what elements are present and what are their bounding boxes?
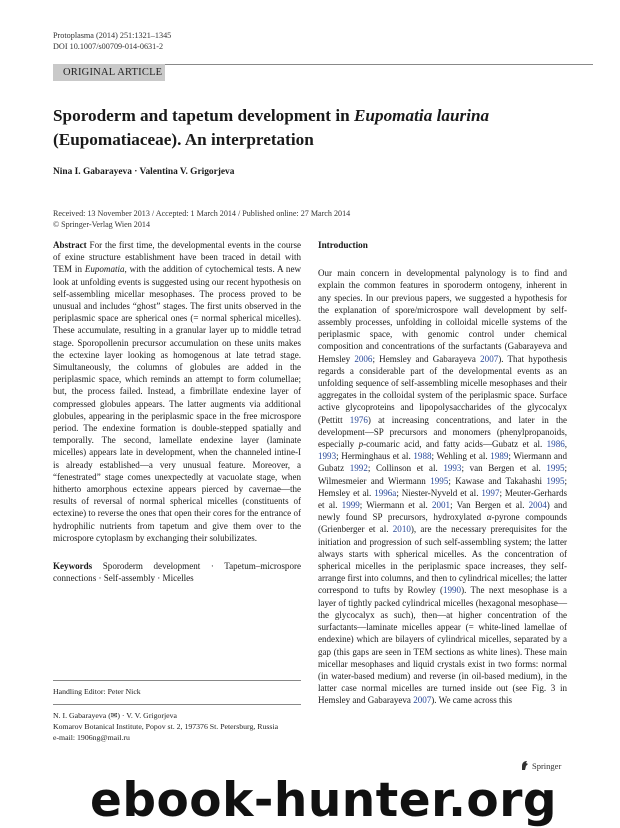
introduction-heading: Introduction	[318, 240, 368, 250]
intro-text: ; Hemsley and Gabarayeva	[372, 353, 481, 364]
intro-text: Our main concern in developmental palynology is to find and explain the common features in sporoderm ontogeny, inherent in any species. In our previous papers, we suggested a hypothesis for the explanation of spore/microspore wall development by self-assembly processes, unfolding in colloidal micelle systems of the periplasmic space, with genomic control under chemical composition and concentrations of the surfactants (Gabarayeva and Hemsley	[318, 268, 567, 364]
citation-link[interactable]: 2007	[413, 695, 432, 706]
intro-italic: p	[358, 439, 364, 450]
citation-link[interactable]: 1995	[546, 475, 565, 486]
intro-text: -pyrone compounds (Grienberger et al.	[318, 512, 567, 535]
abstract-label: Abstract	[53, 240, 87, 250]
intro-text: ; Niester-Nyveld et al.	[396, 487, 482, 498]
dates-line: Received: 13 November 2013 / Accepted: 1 March 2014 / Published online: 27 March 2014	[53, 209, 351, 218]
title-species: Eupomatia laurina	[353, 106, 490, 125]
publisher-name: Springer	[532, 760, 562, 771]
citation-link[interactable]: 2007	[480, 353, 499, 364]
publisher-mark	[520, 760, 561, 771]
citation-link[interactable]: 1990	[442, 585, 462, 596]
citation-link[interactable]: 2004	[528, 500, 547, 511]
intro-text: ; Wiermann et al.	[359, 500, 432, 511]
keywords	[53, 560, 301, 584]
springer-knight-icon	[520, 760, 529, 771]
citation-link[interactable]: 1986	[546, 439, 565, 450]
intro-text: ,	[564, 439, 567, 450]
journal-citation: Protoplasma (2014) 251:1321–1345	[53, 31, 172, 40]
article-type-tag	[53, 64, 165, 81]
citation-link[interactable]: 1995	[430, 475, 449, 486]
intro-text: ), are the necessary prerequisites for the initiation and progression of such self-assembling system; the latter always starts with spherical micelles. As the concentration of spherical micelles in the periplasmic space increases, they self-arrange first into columns, and then to cylindrical micelles; the latter correspond to tufts by Rowley (	[318, 524, 567, 596]
article-type-label: ORIGINAL ARTICLE	[63, 67, 163, 78]
keywords-text: Sporoderm development · Tapetum–microspore connections · Self-assembly · Micelles	[53, 561, 301, 584]
intro-text: ; Van Bergen et al.	[450, 500, 529, 511]
citation-link[interactable]: 1997	[481, 487, 500, 498]
abstract-text-a: For the first time, the developmental events in the course of exine structure establishment have been traced in detail with TEM in	[53, 240, 301, 275]
intro-text: ). The next mesophase is a layer of tightly packed cylindrical micelles (hexagonal mesophase—the glycocalyx as such), then—at higher concentration of the surfactants—laminate micelles appear (= white-lined lamellae of endexine) which are bilayers of cylindrical micelles, separated by a gap (this gaps are seen in TEM sections as white lines). These main micellar mesophases and liquid crystals exist in two forms: normal (in water-based medium) and reverse (in oil-based medium), in the latter case normal micelles are turned inside out (see Fig. 3 in Hemsley and Gabarayeva	[318, 585, 568, 706]
intro-text: ; Wehling et al.	[431, 451, 491, 462]
title-part2: (Eupomatiaceae). An interpretation	[53, 130, 314, 149]
citation-link[interactable]: 2006	[354, 353, 373, 364]
affiliation-block	[53, 704, 301, 743]
citation-link[interactable]: 1993	[318, 451, 337, 462]
intro-text: ; Wiermann and Gubatz	[318, 451, 567, 474]
affiliation-rule	[53, 704, 301, 705]
affiliation-address: Komarov Botanical Institute, Popov st. 2, 197376 St. Petersburg, Russia	[53, 722, 279, 731]
keywords-label: Keywords	[53, 561, 93, 572]
citation-link[interactable]: 1976	[349, 414, 368, 425]
affiliation-email[interactable]: e-mail: 1906ng@mail.ru	[53, 733, 130, 742]
abstract	[53, 239, 301, 544]
left-column	[53, 239, 301, 584]
intro-italic: α	[486, 512, 492, 523]
handling-editor-block	[53, 680, 301, 697]
handling-editor: Handling Editor: Peter Nick	[53, 687, 141, 696]
intro-text: ). That hypothesis regards a considerable part of the developmental events as an unfolding sequence of self-assembling micelle mesophases and their aggregates in the colloidal system of the periplasmic space. Surface active glycoproteins and lipopolysaccharides of the glycocalyx (Pettitt	[318, 353, 568, 425]
intro-text: ; Wilmesmeier and Wiermann	[318, 463, 567, 486]
intro-text: ; van Bergen et al.	[461, 463, 547, 474]
abstract-italic: Eupomatia	[84, 264, 125, 275]
intro-text: ; Kawase and Takahashi	[448, 475, 547, 486]
intro-text: ; Collinson et al.	[367, 463, 444, 474]
right-column	[318, 239, 567, 707]
intro-text: -coumaric acid, and fatty acids—Gubatz et al.	[363, 439, 547, 450]
citation-link[interactable]: 2001	[431, 500, 451, 511]
journal-info	[53, 30, 171, 52]
footnote-rule	[53, 680, 301, 681]
intro-text: ) at increasing concentrations, and later in the development—SP precursors and monomers (phenylpropanoids, especially	[318, 414, 567, 450]
citation-link[interactable]: 1988	[413, 451, 432, 462]
publication-dates	[53, 208, 350, 230]
intro-text: ; Herminghaus et al.	[336, 451, 414, 462]
title-part1: Sporoderm and tapetum development in	[53, 106, 354, 125]
citation-link[interactable]: 1993	[443, 463, 462, 474]
watermark: ebook-hunter.org	[90, 773, 558, 828]
introduction-body	[318, 267, 567, 706]
citation-link[interactable]: 1995	[546, 463, 565, 474]
intro-text: ; Meuter-Gerhards et al.	[318, 487, 568, 511]
abstract-text-b: , with the addition of cytochemical tests. A new look at unfolding events is suggested using our recent hypothesis on self-assembling micellar mesophases. The process proved to be unusual and includes “ghost” stages. The first units observed in the periplasmic space are spherical ones (= normal spherical micelles). These accumulate, resulting in a granular layer up to middle tetrad stage. Sporopollenin precursor accumulation on these units makes the ectexine layer looking as homogenous at late tetrad stage. Simultaneously, the columns of globules are added in the periplasmic space, which reminds an attempt to form columellae; but, the process failed. Instead, a fimbrillate endexine layer of compressed globules appears. The latter augments via additional globules, appearing in the periplasmic space in the free microspore period. The endexine formation is double-stepped spatially and temporally. The second, lamellate endexine layer (laminate micelles) appears late in development, when the channeled intine-I is already established—a very unusual feature. Moreover, a “fenestrated” stage comes unexpectedly at vacuolate stage, when hitherto amorphous ectexine appears pierced by cavernae—the results of reversal of normal spherical micelles (constituents of ectexine) to reverse the ones that open their cores for the entrance of hydrophilic nutrients from tapetum and give them over to the microspore cytoplasm by exchanging their solubilizates.	[53, 264, 301, 543]
intro-text: ). We came across this	[431, 695, 513, 706]
copyright: © Springer-Verlag Wien 2014	[53, 220, 150, 229]
article-title	[53, 104, 573, 152]
citation-link[interactable]: 1996a	[374, 487, 397, 498]
article-type-banner	[53, 64, 593, 82]
authors: Nina I. Gabarayeva · Valentina V. Grigorjeva	[53, 167, 235, 177]
header-rule	[165, 64, 593, 65]
citation-link[interactable]: 2010	[392, 524, 411, 535]
citation-link[interactable]: 1992	[349, 463, 368, 474]
intro-text: ; Hemsley et al.	[318, 475, 568, 498]
citation-link[interactable]: 1989	[490, 451, 509, 462]
doi: DOI 10.1007/s00709-014-0631-2	[53, 42, 164, 51]
intro-text: ) and newly found SP precursors, hydroxylated	[318, 500, 568, 523]
affiliation-authors: N. I. Gabarayeva (✉) · V. V. Grigorjeva	[53, 711, 177, 720]
citation-link[interactable]: 1999	[341, 500, 360, 511]
